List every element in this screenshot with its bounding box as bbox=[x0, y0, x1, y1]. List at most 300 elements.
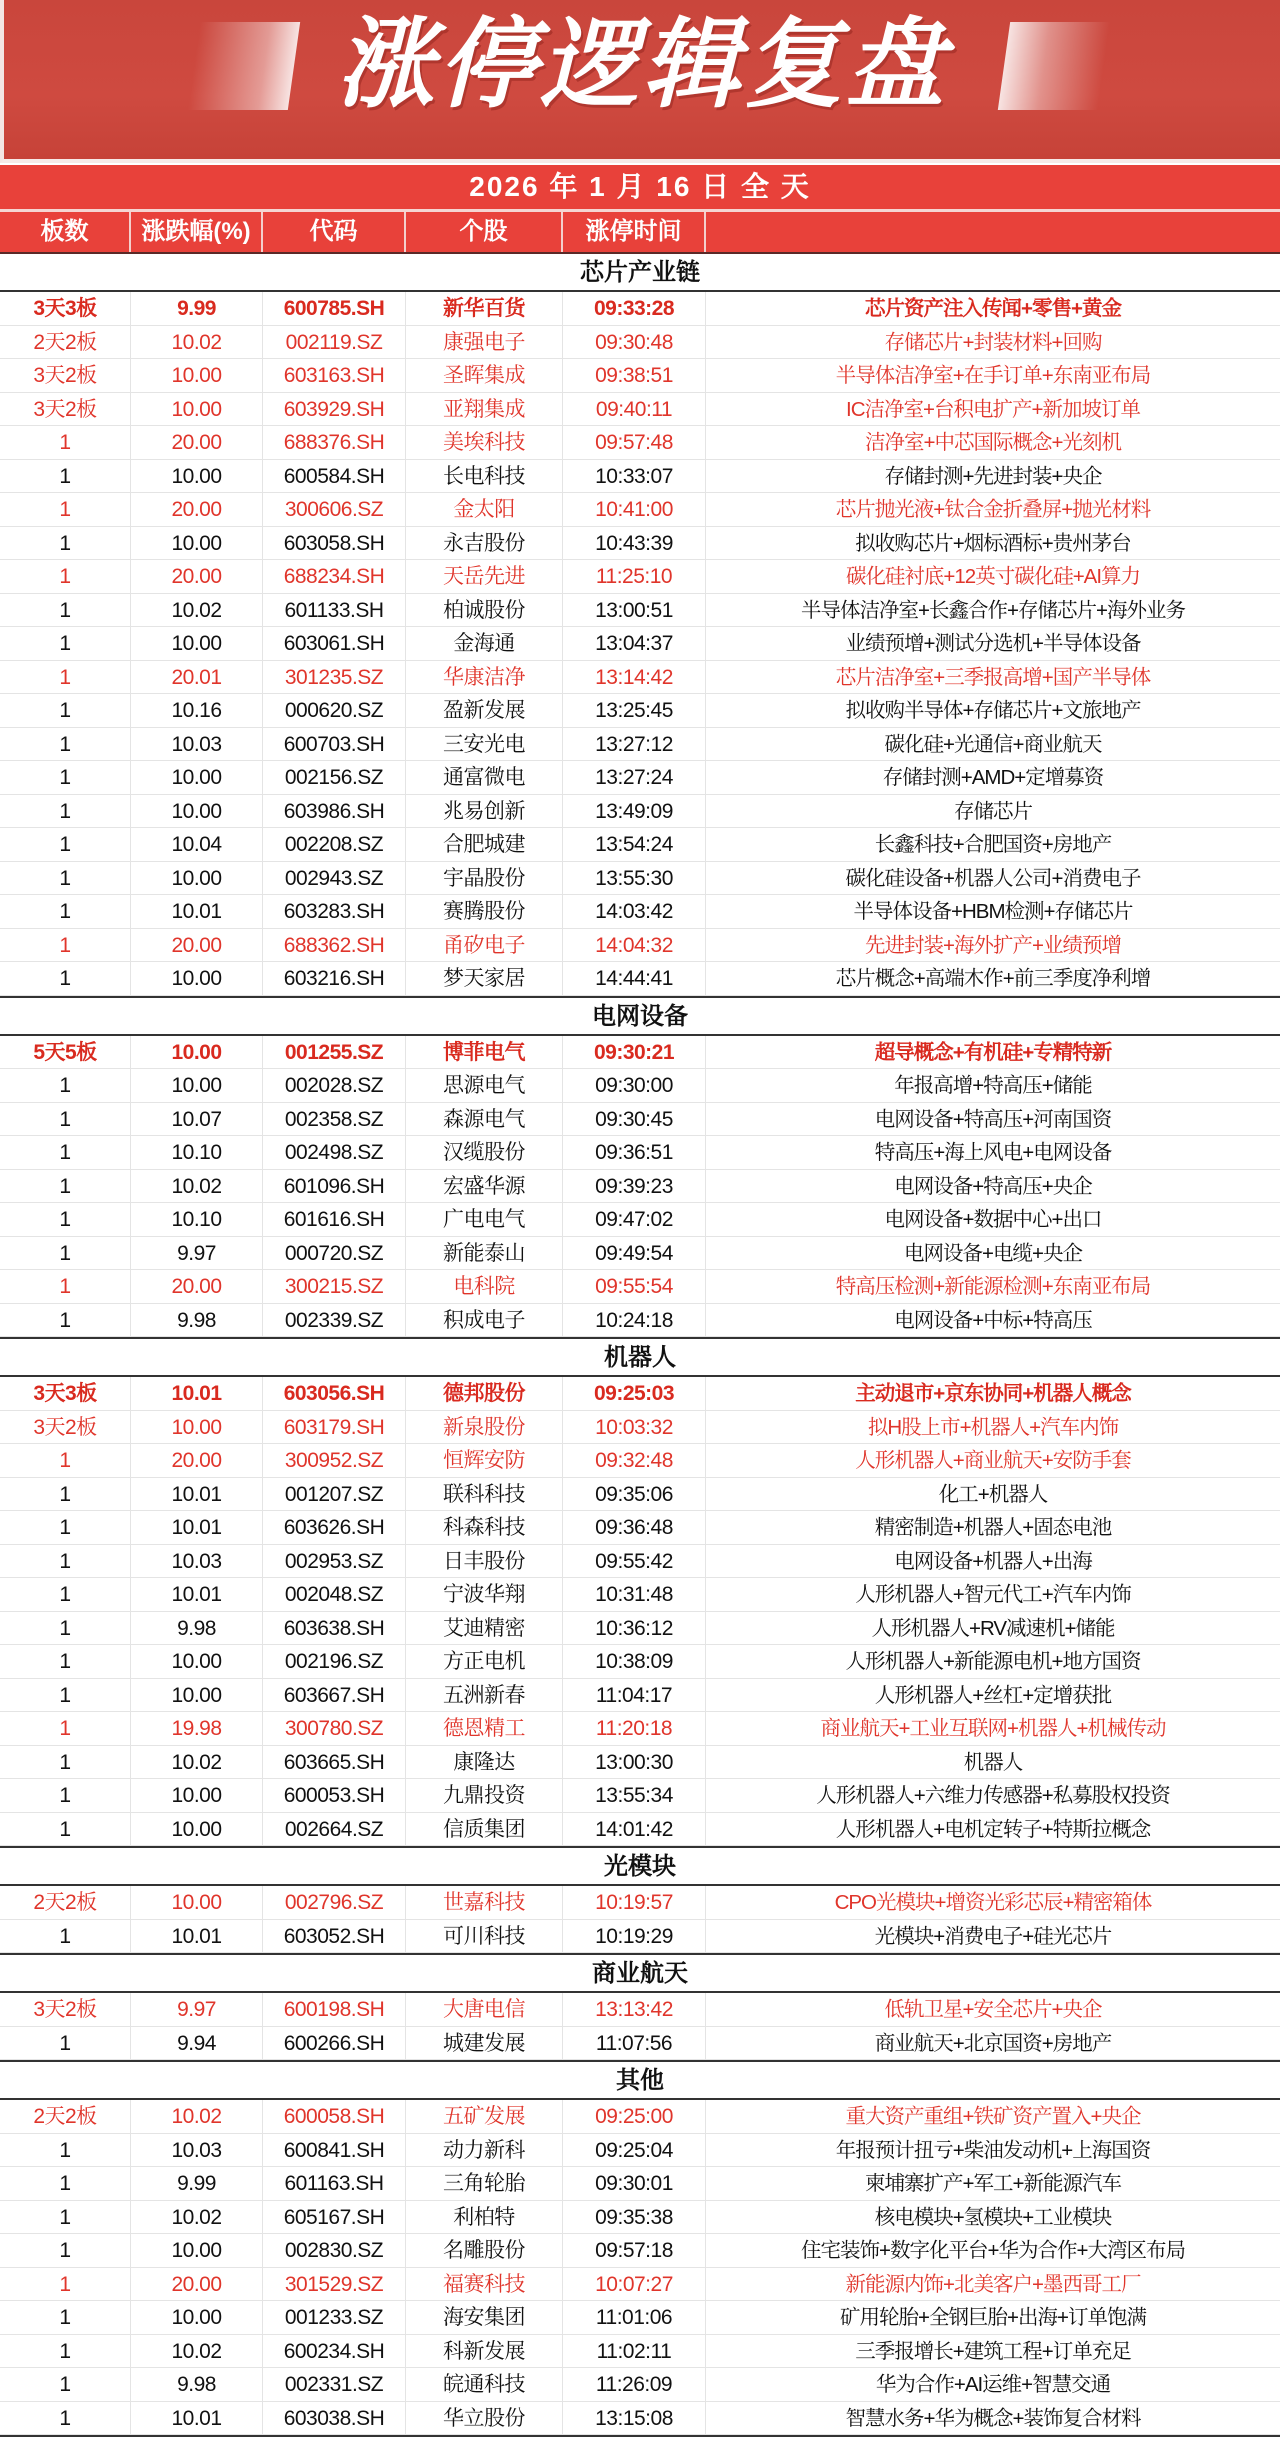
cell-stock-name: 美埃科技 bbox=[406, 426, 563, 459]
cell-limit-time: 14:44:41 bbox=[563, 962, 706, 995]
cell-change-pct: 10.01 bbox=[131, 1920, 263, 1953]
table-row bbox=[0, 1444, 1280, 1478]
cell-stock-name: 新能泰山 bbox=[406, 1237, 563, 1270]
cell-limit-time: 10:38:09 bbox=[563, 1645, 706, 1678]
cell-change-pct: 20.00 bbox=[131, 426, 263, 459]
cell-code: 603929.SH bbox=[263, 393, 406, 426]
table-row bbox=[0, 2134, 1280, 2168]
cell-limit-time: 13:00:30 bbox=[563, 1746, 706, 1779]
cell-boards: 1 bbox=[0, 1069, 131, 1102]
cell-code: 600058.SH bbox=[263, 2100, 406, 2133]
cell-limit-time: 14:01:42 bbox=[563, 1813, 706, 1846]
cell-reason: 年报高增+特高压+储能 bbox=[894, 1074, 1092, 1097]
cell-code: 603058.SH bbox=[263, 527, 406, 560]
cell-reason: 柬埔寨扩产+军工+新能源汽车 bbox=[865, 2172, 1121, 2195]
cell-boards: 1 bbox=[0, 426, 131, 459]
cell-stock-name: 德恩精工 bbox=[406, 1712, 563, 1745]
table-row bbox=[0, 1545, 1280, 1579]
cell-boards: 1 bbox=[0, 2201, 131, 2234]
cell-change-pct: 10.10 bbox=[131, 1203, 263, 1236]
cell-code: 002028.SZ bbox=[263, 1069, 406, 1102]
cell-limit-time: 09:57:48 bbox=[563, 426, 706, 459]
cell-boards: 3天2板 bbox=[0, 1993, 131, 2026]
cell-stock-name: 名雕股份 bbox=[406, 2234, 563, 2267]
cell-change-pct: 10.00 bbox=[131, 393, 263, 426]
cell-limit-time: 13:55:34 bbox=[563, 1779, 706, 1812]
cell-code: 600785.SH bbox=[263, 292, 406, 325]
table-row bbox=[0, 1036, 1280, 1070]
cell-stock-name: 广电电气 bbox=[406, 1203, 563, 1236]
cell-change-pct: 10.03 bbox=[131, 2134, 263, 2167]
table-row bbox=[0, 895, 1280, 929]
cell-boards: 1 bbox=[0, 627, 131, 660]
cell-stock-name: 三角轮胎 bbox=[406, 2167, 563, 2200]
cell-code: 600234.SH bbox=[263, 2335, 406, 2368]
cell-boards: 1 bbox=[0, 1304, 131, 1337]
cell-code: 002498.SZ bbox=[263, 1136, 406, 1169]
cell-code: 300952.SZ bbox=[263, 1444, 406, 1477]
cell-limit-time: 10:24:18 bbox=[563, 1304, 706, 1337]
sector-section bbox=[0, 998, 1280, 1340]
cell-reason: 住宅装饰+数字化平台+华为合作+大湾区布局 bbox=[801, 2239, 1185, 2262]
cell-code: 002664.SZ bbox=[263, 1813, 406, 1846]
table-row bbox=[0, 1377, 1280, 1411]
cell-limit-time: 14:03:42 bbox=[563, 895, 706, 928]
table-row bbox=[0, 1578, 1280, 1612]
cell-boards: 3天2板 bbox=[0, 1411, 131, 1444]
cell-limit-time: 13:27:12 bbox=[563, 728, 706, 761]
table-row bbox=[0, 1679, 1280, 1713]
cell-stock-name: 城建发展 bbox=[406, 2027, 563, 2060]
cell-boards: 1 bbox=[0, 1478, 131, 1511]
cell-reason: 人形机器人+商业航天+安防手套 bbox=[855, 1449, 1131, 1472]
cell-limit-time: 10:33:07 bbox=[563, 460, 706, 493]
cell-boards: 2天2板 bbox=[0, 1886, 131, 1919]
cell-boards: 1 bbox=[0, 1612, 131, 1645]
cell-code: 603056.SH bbox=[263, 1377, 406, 1410]
table-row bbox=[0, 2100, 1280, 2134]
cell-stock-name: 柏诚股份 bbox=[406, 594, 563, 627]
cell-stock-name: 积成电子 bbox=[406, 1304, 563, 1337]
cell-reason: 电网设备+机器人+出海 bbox=[894, 1549, 1092, 1573]
cell-limit-time: 11:20:18 bbox=[563, 1712, 706, 1745]
cell-stock-name: 华立股份 bbox=[406, 2402, 563, 2435]
cell-reason: 半导体设备+HBM检测+存储芯片 bbox=[853, 900, 1133, 923]
table-row bbox=[0, 694, 1280, 728]
cell-reason: 年报预计扭亏+柴油发动机+上海国资 bbox=[835, 2138, 1151, 2162]
cell-stock-name: 合肥城建 bbox=[406, 828, 563, 861]
cell-change-pct: 9.97 bbox=[131, 1993, 263, 2026]
cell-code: 300215.SZ bbox=[263, 1270, 406, 1303]
cell-code: 002339.SZ bbox=[263, 1304, 406, 1337]
table-row bbox=[0, 1645, 1280, 1679]
cell-limit-time: 11:04:17 bbox=[563, 1679, 706, 1712]
table-row bbox=[0, 1170, 1280, 1204]
cell-change-pct: 9.98 bbox=[131, 2368, 263, 2401]
cell-code: 603667.SH bbox=[263, 1679, 406, 1712]
cell-limit-time: 13:25:45 bbox=[563, 694, 706, 727]
table-row bbox=[0, 1993, 1280, 2027]
cell-reason: 人形机器人+丝杠+定增获批 bbox=[874, 1683, 1112, 1707]
cell-change-pct: 20.00 bbox=[131, 560, 263, 593]
cell-change-pct: 10.07 bbox=[131, 1103, 263, 1136]
cell-reason: 半导体洁净室+长鑫合作+存储芯片+海外业务 bbox=[801, 598, 1185, 622]
cell-stock-name: 福赛科技 bbox=[406, 2268, 563, 2301]
cell-limit-time: 09:35:06 bbox=[563, 1478, 706, 1511]
cell-stock-name: 联科科技 bbox=[406, 1478, 563, 1511]
cell-stock-name: 动力新科 bbox=[406, 2134, 563, 2167]
table-row bbox=[0, 1779, 1280, 1813]
table-row bbox=[0, 2234, 1280, 2268]
cell-change-pct: 10.00 bbox=[131, 359, 263, 392]
cell-change-pct: 10.01 bbox=[131, 1377, 263, 1410]
cell-limit-time: 11:25:10 bbox=[563, 560, 706, 593]
cell-limit-time: 10:41:00 bbox=[563, 493, 706, 526]
cell-reason: 芯片资产注入传闻+零售+黄金 bbox=[865, 297, 1121, 320]
table-row bbox=[0, 393, 1280, 427]
cell-change-pct: 10.00 bbox=[131, 1779, 263, 1812]
cell-reason: 存储封测+AMD+定增募资 bbox=[882, 766, 1104, 789]
cell-code: 603986.SH bbox=[263, 795, 406, 828]
cell-change-pct: 10.02 bbox=[131, 2201, 263, 2234]
cell-boards: 1 bbox=[0, 1237, 131, 1270]
cell-reason: 华为合作+AI运维+智慧交通 bbox=[875, 2373, 1111, 2396]
cell-boards: 1 bbox=[0, 929, 131, 962]
cell-change-pct: 10.00 bbox=[131, 627, 263, 660]
cell-reason: 低轨卫星+安全芯片+央企 bbox=[884, 1998, 1102, 2021]
cell-code: 603638.SH bbox=[263, 1612, 406, 1645]
cell-boards: 1 bbox=[0, 493, 131, 526]
header-code: 代码 bbox=[263, 212, 406, 252]
cell-code: 002358.SZ bbox=[263, 1103, 406, 1136]
cell-limit-time: 10:31:48 bbox=[563, 1578, 706, 1611]
table-row bbox=[0, 1136, 1280, 1170]
cell-limit-time: 13:54:24 bbox=[563, 828, 706, 861]
table-row bbox=[0, 661, 1280, 695]
cell-boards: 1 bbox=[0, 1645, 131, 1678]
cell-change-pct: 10.01 bbox=[131, 895, 263, 928]
cell-stock-name: 科森科技 bbox=[406, 1511, 563, 1544]
cell-reason: 特高压检测+新能源检测+东南亚布局 bbox=[835, 1275, 1151, 1298]
cell-stock-name: 天岳先进 bbox=[406, 560, 563, 593]
cell-limit-time: 09:30:45 bbox=[563, 1103, 706, 1136]
cell-change-pct: 10.00 bbox=[131, 460, 263, 493]
cell-code: 000620.SZ bbox=[263, 694, 406, 727]
sector-section bbox=[0, 254, 1280, 998]
cell-limit-time: 09:30:21 bbox=[563, 1036, 706, 1069]
cell-code: 601616.SH bbox=[263, 1203, 406, 1236]
cell-change-pct: 10.04 bbox=[131, 828, 263, 861]
cell-limit-time: 11:26:09 bbox=[563, 2368, 706, 2401]
cell-stock-name: 盈新发展 bbox=[406, 694, 563, 727]
cell-stock-name: 梦天家居 bbox=[406, 962, 563, 995]
cell-change-pct: 10.00 bbox=[131, 962, 263, 995]
sector-title: 商业航天 bbox=[0, 1955, 1280, 1993]
cell-code: 603626.SH bbox=[263, 1511, 406, 1544]
cell-change-pct: 9.98 bbox=[131, 1612, 263, 1645]
cell-reason: 拟收购半导体+存储芯片+文旅地产 bbox=[845, 699, 1141, 722]
cell-reason: 电网设备+电缆+央企 bbox=[904, 1241, 1082, 1265]
cell-limit-time: 13:49:09 bbox=[563, 795, 706, 828]
cell-stock-name: 世嘉科技 bbox=[406, 1886, 563, 1919]
page-title: 涨停逻辑复盘 bbox=[335, 9, 948, 119]
cell-limit-time: 13:00:51 bbox=[563, 594, 706, 627]
cell-code: 603179.SH bbox=[263, 1411, 406, 1444]
cell-reason: 拟收购芯片+烟标酒标+贵州茅台 bbox=[855, 531, 1131, 555]
cell-limit-time: 10:19:29 bbox=[563, 1920, 706, 1953]
cell-stock-name: 可川科技 bbox=[406, 1920, 563, 1953]
cell-stock-name: 通富微电 bbox=[406, 761, 563, 794]
cell-change-pct: 10.10 bbox=[131, 1136, 263, 1169]
cell-boards: 1 bbox=[0, 694, 131, 727]
cell-boards: 1 bbox=[0, 1920, 131, 1953]
cell-limit-time: 09:39:23 bbox=[563, 1170, 706, 1203]
table-row bbox=[0, 795, 1280, 829]
date-bar: 2026 年 1 月 16 日 全 天 bbox=[0, 165, 1280, 212]
cell-reason: 电网设备+特高压+央企 bbox=[894, 1174, 1092, 1198]
cell-change-pct: 10.02 bbox=[131, 2335, 263, 2368]
cell-change-pct: 10.03 bbox=[131, 1545, 263, 1578]
sector-title: 其他 bbox=[0, 2062, 1280, 2100]
cell-reason: 矿用轮胎+全钢巨胎+出海+订单饱满 bbox=[840, 2306, 1146, 2329]
cell-boards: 1 bbox=[0, 1545, 131, 1578]
cell-stock-name: 康强电子 bbox=[406, 326, 563, 359]
cell-stock-name: 博菲电气 bbox=[406, 1036, 563, 1069]
cell-reason: 商业航天+工业互联网+机器人+机械传动 bbox=[820, 1717, 1166, 1740]
cell-limit-time: 09:36:51 bbox=[563, 1136, 706, 1169]
cell-code: 002331.SZ bbox=[263, 2368, 406, 2401]
cell-limit-time: 09:25:00 bbox=[563, 2100, 706, 2133]
cell-boards: 1 bbox=[0, 1203, 131, 1236]
cell-boards: 1 bbox=[0, 2335, 131, 2368]
cell-limit-time: 11:01:06 bbox=[563, 2301, 706, 2334]
cell-stock-name: 信质集团 bbox=[406, 1813, 563, 1846]
cell-reason: 超导概念+有机硅+专精特新 bbox=[874, 1040, 1112, 1064]
table-row bbox=[0, 1304, 1280, 1338]
sector-section bbox=[0, 2062, 1280, 2437]
cell-change-pct: 10.00 bbox=[131, 527, 263, 560]
table-row bbox=[0, 1511, 1280, 1545]
cell-stock-name: 皖通科技 bbox=[406, 2368, 563, 2401]
cell-code: 002953.SZ bbox=[263, 1545, 406, 1578]
cell-stock-name: 思源电气 bbox=[406, 1069, 563, 1102]
table-row bbox=[0, 1270, 1280, 1304]
table-row bbox=[0, 1813, 1280, 1847]
cell-reason: 人形机器人+新能源电机+地方国资 bbox=[845, 1650, 1141, 1673]
cell-limit-time: 10:19:57 bbox=[563, 1886, 706, 1919]
cell-change-pct: 9.97 bbox=[131, 1237, 263, 1270]
cell-limit-time: 09:36:48 bbox=[563, 1511, 706, 1544]
cell-reason: 特高压+海上风电+电网设备 bbox=[874, 1141, 1112, 1164]
cell-limit-time: 13:14:42 bbox=[563, 661, 706, 694]
cell-reason: 光模块+消费电子+硅光芯片 bbox=[874, 1924, 1112, 1948]
cell-reason: 存储芯片 bbox=[954, 799, 1032, 823]
cell-stock-name: 兆易创新 bbox=[406, 795, 563, 828]
cell-stock-name: 海安集团 bbox=[406, 2301, 563, 2334]
cell-stock-name: 日丰股份 bbox=[406, 1545, 563, 1578]
cell-change-pct: 10.02 bbox=[131, 2100, 263, 2133]
cell-code: 000720.SZ bbox=[263, 1237, 406, 1270]
cell-boards: 1 bbox=[0, 2402, 131, 2435]
cell-limit-time: 13:13:42 bbox=[563, 1993, 706, 2026]
table-row bbox=[0, 1478, 1280, 1512]
cell-limit-time: 09:25:04 bbox=[563, 2134, 706, 2167]
cell-reason: 商业航天+北京国资+房地产 bbox=[874, 2031, 1112, 2055]
table-row bbox=[0, 2027, 1280, 2061]
cell-reason: 三季报增长+建筑工程+订单充足 bbox=[855, 2339, 1131, 2363]
cell-reason: 新能源内饰+北美客户+墨西哥工厂 bbox=[845, 2272, 1141, 2296]
sector-title: 芯片产业链 bbox=[0, 254, 1280, 292]
table-row bbox=[0, 1069, 1280, 1103]
cell-limit-time: 09:49:54 bbox=[563, 1237, 706, 1270]
cell-stock-name: 恒辉安防 bbox=[406, 1444, 563, 1477]
cell-boards: 2天2板 bbox=[0, 326, 131, 359]
cell-limit-time: 09:35:38 bbox=[563, 2201, 706, 2234]
table-row bbox=[0, 828, 1280, 862]
cell-code: 300780.SZ bbox=[263, 1712, 406, 1745]
cell-reason: 芯片洁净室+三季报高增+国产半导体 bbox=[835, 665, 1151, 689]
sector-section bbox=[0, 1339, 1280, 1848]
cell-reason: 电网设备+中标+特高压 bbox=[894, 1308, 1092, 1332]
cell-boards: 1 bbox=[0, 2027, 131, 2060]
cell-reason: CPO光模块+增资光彩芯辰+精密箱体 bbox=[834, 1891, 1152, 1914]
cell-limit-time: 10:07:27 bbox=[563, 2268, 706, 2301]
table-row bbox=[0, 2368, 1280, 2402]
cell-boards: 1 bbox=[0, 728, 131, 761]
cell-limit-time: 09:55:54 bbox=[563, 1270, 706, 1303]
cell-boards: 5天5板 bbox=[0, 1036, 131, 1069]
cell-stock-name: 德邦股份 bbox=[406, 1377, 563, 1410]
cell-limit-time: 09:55:42 bbox=[563, 1545, 706, 1578]
cell-reason: 碳化硅衬底+12英寸碳化硅+AI算力 bbox=[845, 565, 1141, 588]
cell-code: 002048.SZ bbox=[263, 1578, 406, 1611]
cell-change-pct: 9.99 bbox=[131, 2167, 263, 2200]
cell-limit-time: 11:07:56 bbox=[563, 2027, 706, 2060]
cell-boards: 1 bbox=[0, 2268, 131, 2301]
cell-change-pct: 10.00 bbox=[131, 2234, 263, 2267]
header-boards: 板数 bbox=[0, 212, 131, 252]
table-row bbox=[0, 1203, 1280, 1237]
cell-reason: IC洁净室+台积电扩产+新加坡订单 bbox=[846, 397, 1140, 421]
table-row bbox=[0, 493, 1280, 527]
table-row bbox=[0, 929, 1280, 963]
cell-stock-name: 华康洁净 bbox=[406, 661, 563, 694]
cell-stock-name: 利柏特 bbox=[406, 2201, 563, 2234]
table-row bbox=[0, 560, 1280, 594]
cell-stock-name: 新华百货 bbox=[406, 292, 563, 325]
cell-limit-time: 10:36:12 bbox=[563, 1612, 706, 1645]
cell-code: 603163.SH bbox=[263, 359, 406, 392]
cell-code: 600703.SH bbox=[263, 728, 406, 761]
cell-code: 601133.SH bbox=[263, 594, 406, 627]
cell-code: 601096.SH bbox=[263, 1170, 406, 1203]
cell-change-pct: 10.16 bbox=[131, 694, 263, 727]
cell-reason: 存储芯片+封装材料+回购 bbox=[884, 330, 1102, 354]
cell-boards: 1 bbox=[0, 962, 131, 995]
table-row bbox=[0, 1612, 1280, 1646]
table-row bbox=[0, 359, 1280, 393]
cell-boards: 1 bbox=[0, 761, 131, 794]
cell-reason: 人形机器人+智元代工+汽车内饰 bbox=[855, 1583, 1131, 1606]
table-row bbox=[0, 962, 1280, 996]
sector-title: 机器人 bbox=[0, 1339, 1280, 1377]
sector-title: 光模块 bbox=[0, 1848, 1280, 1886]
cell-boards: 1 bbox=[0, 1578, 131, 1611]
cell-reason: 半导体洁净室+在手订单+东南亚布局 bbox=[835, 364, 1151, 387]
cell-boards: 1 bbox=[0, 1679, 131, 1712]
cell-reason: 芯片概念+高端木作+前三季度净利增 bbox=[835, 967, 1151, 990]
sector-section bbox=[0, 1955, 1280, 2062]
cell-change-pct: 10.02 bbox=[131, 326, 263, 359]
cell-limit-time: 14:04:32 bbox=[563, 929, 706, 962]
cell-reason: 人形机器人+电机定转子+特斯拉概念 bbox=[835, 1817, 1151, 1841]
cell-code: 603665.SH bbox=[263, 1746, 406, 1779]
cell-boards: 1 bbox=[0, 560, 131, 593]
cell-boards: 1 bbox=[0, 2167, 131, 2200]
table-row bbox=[0, 460, 1280, 494]
table-row bbox=[0, 2268, 1280, 2302]
cell-limit-time: 11:02:11 bbox=[563, 2335, 706, 2368]
table-row bbox=[0, 761, 1280, 795]
cell-code: 301235.SZ bbox=[263, 661, 406, 694]
cell-boards: 3天3板 bbox=[0, 1377, 131, 1410]
cell-code: 002119.SZ bbox=[263, 326, 406, 359]
cell-stock-name: 长电科技 bbox=[406, 460, 563, 493]
cell-reason: 人形机器人+RV减速机+储能 bbox=[871, 1616, 1115, 1640]
header-reason bbox=[706, 212, 1280, 252]
cell-stock-name: 艾迪精密 bbox=[406, 1612, 563, 1645]
cell-reason: 存储封测+先进封装+央企 bbox=[884, 464, 1102, 488]
cell-reason: 长鑫科技+合肥国资+房地产 bbox=[874, 833, 1112, 856]
table-row bbox=[0, 2301, 1280, 2335]
cell-stock-name: 赛腾股份 bbox=[406, 895, 563, 928]
cell-change-pct: 10.01 bbox=[131, 2402, 263, 2435]
table-row bbox=[0, 1746, 1280, 1780]
table-row bbox=[0, 326, 1280, 360]
cell-stock-name: 五矿发展 bbox=[406, 2100, 563, 2133]
cell-code: 600841.SH bbox=[263, 2134, 406, 2167]
cell-change-pct: 10.00 bbox=[131, 2301, 263, 2334]
cell-reason: 业绩预增+测试分选机+半导体设备 bbox=[845, 632, 1141, 655]
cell-code: 603283.SH bbox=[263, 895, 406, 928]
cell-stock-name: 亚翔集成 bbox=[406, 393, 563, 426]
cell-code: 600053.SH bbox=[263, 1779, 406, 1812]
cell-stock-name: 九鼎投资 bbox=[406, 1779, 563, 1812]
table-row bbox=[0, 527, 1280, 561]
cell-code: 002830.SZ bbox=[263, 2234, 406, 2267]
cell-code: 603216.SH bbox=[263, 962, 406, 995]
title-banner bbox=[0, 0, 1280, 163]
cell-stock-name: 金海通 bbox=[406, 627, 563, 660]
cell-change-pct: 10.00 bbox=[131, 1645, 263, 1678]
cell-code: 600266.SH bbox=[263, 2027, 406, 2060]
cell-reason: 精密制造+机器人+固态电池 bbox=[874, 1516, 1112, 1539]
cell-reason: 主动退市+京东协同+机器人概念 bbox=[855, 1382, 1131, 1405]
cell-change-pct: 10.02 bbox=[131, 1746, 263, 1779]
cell-limit-time: 10:03:32 bbox=[563, 1411, 706, 1444]
cell-limit-time: 09:30:48 bbox=[563, 326, 706, 359]
cell-code: 001233.SZ bbox=[263, 2301, 406, 2334]
cell-change-pct: 10.02 bbox=[131, 594, 263, 627]
cell-code: 002796.SZ bbox=[263, 1886, 406, 1919]
cell-change-pct: 10.00 bbox=[131, 1411, 263, 1444]
cell-change-pct: 9.98 bbox=[131, 1304, 263, 1337]
cell-stock-name: 方正电机 bbox=[406, 1645, 563, 1678]
cell-code: 601163.SH bbox=[263, 2167, 406, 2200]
cell-reason: 重大资产重组+铁矿资产置入+央企 bbox=[845, 2105, 1141, 2128]
cell-code: 688362.SH bbox=[263, 929, 406, 962]
cell-change-pct: 10.03 bbox=[131, 728, 263, 761]
